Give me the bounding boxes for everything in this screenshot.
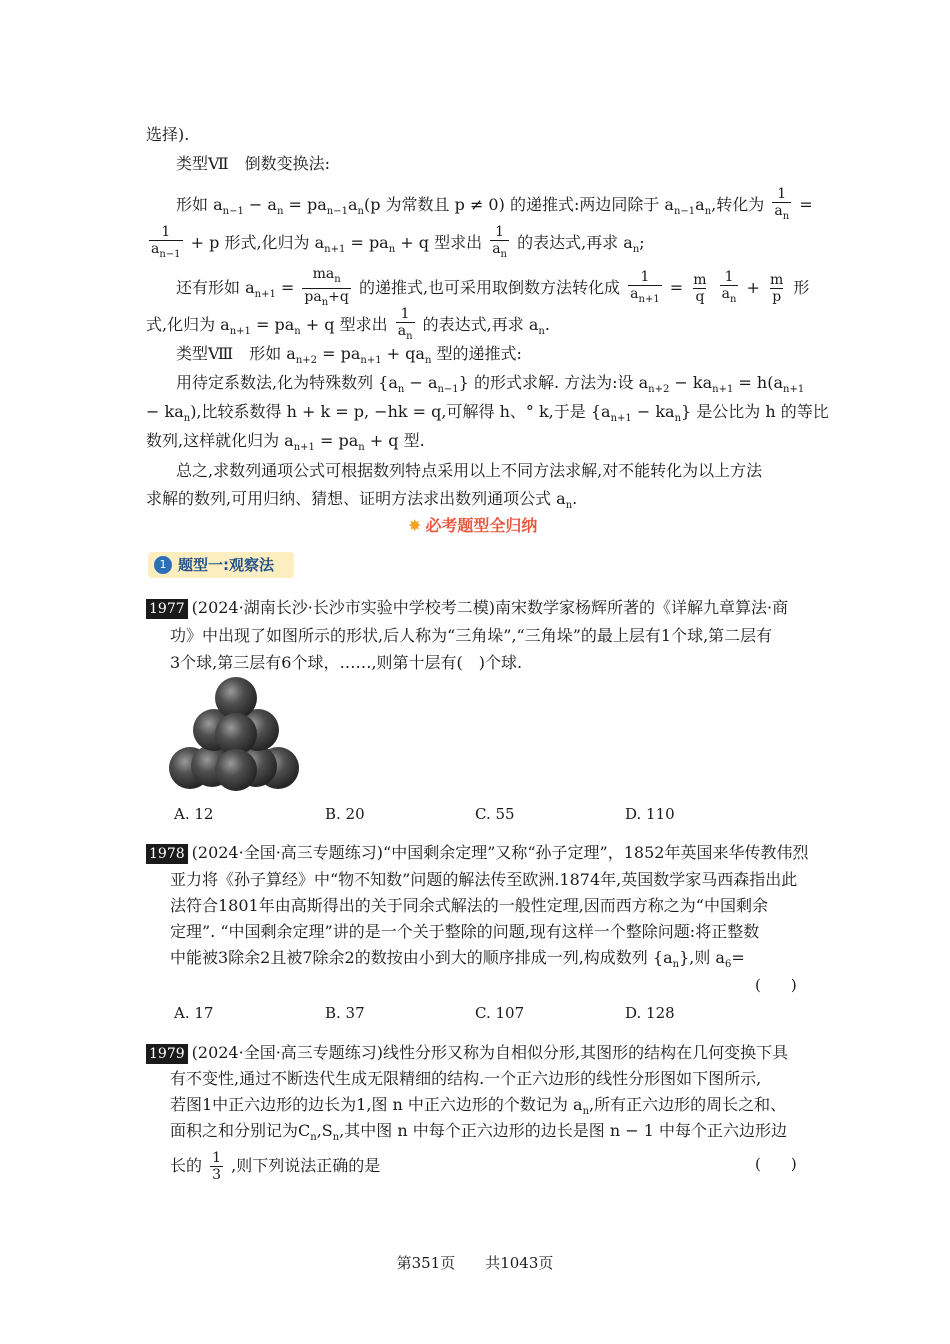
question-number: 1977 xyxy=(146,599,188,619)
q1979-answer-blank: ( ) xyxy=(755,1155,797,1173)
type7-heading: 类型Ⅶ 倒数变换法: xyxy=(176,154,331,173)
q1978-line-3: 法符合1801年由高斯得出的关于同余式解法的一般性定理,因而西方称之为“中国剩余 xyxy=(170,896,768,915)
q1978-line-5: 中能被3除余2且被7除余2的数按由小到大的顺序排成一列,构成数列 $\{a_n\}$,则 $a_6=$ xyxy=(170,948,745,971)
type8-line-1: 用待定系数法,化为特殊数列 $\{a_n - a_{n-1}\}$ 的形式求解. 方法为:设 $a_{n+2} - ka_{n+1} = h(a_{n+1}$ xyxy=(176,373,805,396)
q1978-line-2: 亚力将《孙子算经》中“物不知数”问题的解法传至欧洲.1874年,英国数学家马西森指出此 xyxy=(170,870,798,889)
question-number: 1978 xyxy=(146,844,188,864)
q1977-option-b[interactable]: B. 20 xyxy=(325,805,365,823)
sphere-pyramid-figure xyxy=(166,672,302,796)
q1979-line-2: 有不变性,通过不断迭代生成无限精细的结构.一个正六边形的线性分形图如下图所示, xyxy=(170,1069,762,1088)
q1979-line-5: 长的 $\frac{1}{3}$ ,则下列说法正确的是 xyxy=(170,1150,381,1183)
type7-line-1: 形如 $a_{n-1} - a_n = pa_{n-1}a_n(p$ 为常数且 p ≠ 0) 的递推式:两边同除于 $a_{n-1}a_n$,转化为 $\frac{1}{a_n}$ = xyxy=(176,186,813,225)
star-icon: ✸ xyxy=(408,516,422,535)
section-title: ✸ 必考题型全归纳 xyxy=(408,516,538,535)
intro-line: 选择). xyxy=(146,125,190,144)
type8-line-2: − $ka_n$),比较系数得 h + k = p, −hk = q,可解得 h、° k,于是 $\{a_{n+1} - ka_n\}$ 是公比为 h 的等比 xyxy=(146,402,829,425)
summary-line-2: 求解的数列,可用归纳、猜想、证明方法求出数列通项公式 $a_n$. xyxy=(146,489,578,512)
type8-heading: 类型Ⅷ 形如 $a_{n+2} = pa_{n+1} + qa_n$ 型的递推式: xyxy=(176,344,522,367)
q1978-option-a[interactable]: A. 17 xyxy=(174,1004,214,1022)
summary-line-1: 总之,求数列通项公式可根据数列特点采用以上不同方法求解,对不能转化为以上方法 xyxy=(176,461,763,480)
q1977-line-1: 1977 (2024·湖南长沙·长沙市实验中学校考二模)南宋数学家杨辉所著的《详解九章算法·商 xyxy=(146,597,788,619)
q1977-line-2: 功》中出现了如图所示的形状,后人称为“三角垛”,“三角垛”的最上层有1个球,第二层有 xyxy=(170,626,773,645)
q1977-option-c[interactable]: C. 55 xyxy=(475,805,515,823)
question-number: 1979 xyxy=(146,1044,188,1064)
type7-line-2: $\frac{1}{a_{n-1}}$ + p 形式,化归为 $a_{n+1} = pa_n + q$ 型求出 $\frac{1}{a_n}$ 的表达式,再求 $a_n$; xyxy=(146,224,645,263)
q1977-option-d[interactable]: D. 110 xyxy=(625,805,675,823)
type-label: 题型一:观察法 xyxy=(178,556,274,574)
q1978-option-c[interactable]: C. 107 xyxy=(475,1004,525,1022)
q1978-option-b[interactable]: B. 37 xyxy=(325,1004,365,1022)
q1978-line-1: 1978 (2024·全国·高三专题练习)“中国剩余定理”又称“孙子定理”，1852年英国来华传教伟烈 xyxy=(146,842,808,864)
type8-line-3: 数列,这样就化归为 $a_{n+1} = pa_n + q$ 型. xyxy=(146,431,425,454)
q1979-line-4: 面积之和分别记为$C_n,S_n$,其中图 n 中每个正六边形的边长是图 n − 1 中每个正六边形边 xyxy=(170,1121,788,1144)
type7-line-3: 还有形如 $a_{n+1}$ = $\frac{ma_n}{pa_n+q}$ 的递推式,也可采用取倒数方法转化成 $\frac{1}{a_{n+1}}$ = $\frac{m}{q}$ $\frac{1}{a_n}$ + $\frac{m}{p}$ 形 xyxy=(176,266,809,311)
q1977-line-3: 3个球,第三层有6个球，……,则第十层有( )个球. xyxy=(170,653,523,672)
q1979-line-1: 1979 (2024·全国·高三专题练习)线性分形又称为自相似分形,其图形的结构在几何变换下具 xyxy=(146,1042,788,1064)
q1978-answer-blank: ( ) xyxy=(755,976,797,994)
q1978-line-4: 定理”. “中国剩余定理”讲的是一个关于整除的问题,现有这样一个整除问题:将正整数 xyxy=(170,922,760,941)
type-badge: 1 xyxy=(154,556,172,574)
q1978-option-d[interactable]: D. 128 xyxy=(625,1004,675,1022)
q1977-option-a[interactable]: A. 12 xyxy=(174,805,214,823)
type-tag xyxy=(148,552,294,578)
page-footer: 第351页 共1043页 xyxy=(396,1254,554,1272)
type7-line-4: 式,化归为 $a_{n+1} = pa_n + q$ 型求出 $\frac{1}{a_n}$ 的表达式,再求 $a_n$. xyxy=(146,306,550,345)
q1979-line-3: 若图1中正六边形的边长为1,图 n 中正六边形的个数记为 $a_n$,所有正六边形的周长之和、 xyxy=(170,1095,787,1118)
